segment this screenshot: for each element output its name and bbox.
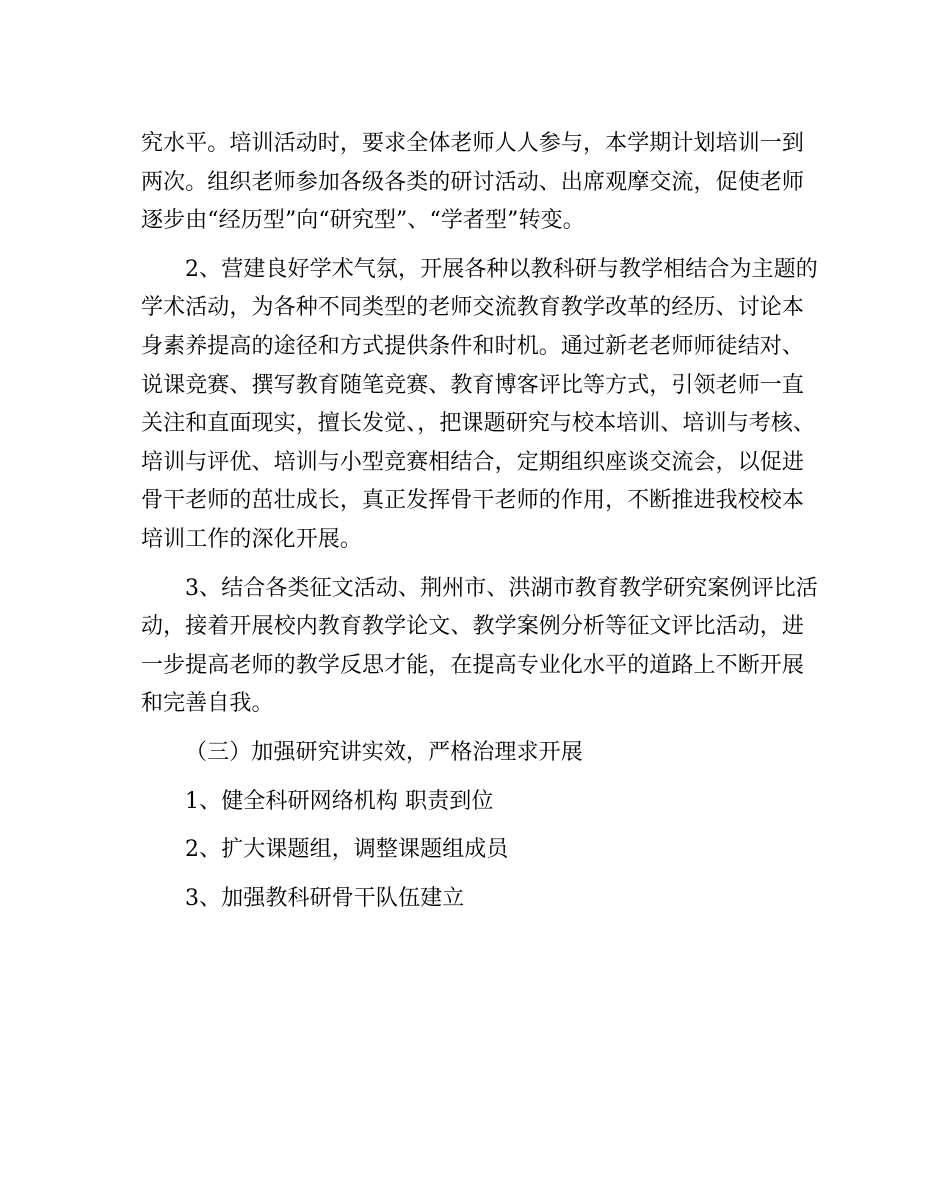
text-line: 学术活动，为各种不同类型的老师交流教育教学改革的经历、讨论本 — [141, 295, 805, 321]
paragraph-item-3 — [141, 570, 818, 724]
list-item-text: 2、扩大课题组，调整课题组成员 — [185, 837, 509, 863]
section-heading — [141, 734, 811, 773]
text-line: 培训工作的深化开展。 — [141, 526, 363, 552]
text-line: 动，接着开展校内教育教学论文、教学案例分析等征文评比活动，进 — [141, 614, 805, 640]
list-item — [141, 880, 811, 919]
text-line: 究水平。培训活动时，要求全体老师人人参与，本学期计划培训一到 — [141, 131, 805, 156]
list-item — [141, 831, 811, 870]
text-line: 逐步由“经历型”向“研究型”、“学者型”转变。 — [141, 208, 585, 234]
text-line: 2、营建良好学术气氛，开展各种以教科研与教学相结合为主题的 — [185, 256, 818, 282]
paragraph-continuation — [141, 125, 811, 241]
text-line: 骨干老师的茁壮成长，真正发挥骨干老师的作用，不断推进我校校本 — [141, 488, 805, 514]
text-line: 身素养提高的途径和方式提供条件和时机。通过新老老师师徒结对、 — [141, 333, 805, 359]
list-item — [141, 783, 811, 822]
document-body — [141, 125, 818, 918]
text-line: 关注和直面现实，擅长发觉、，把课题研究与校本培训、培训与考核、 — [141, 411, 816, 437]
section-heading-text: （三）加强研究讲实效，严格治理求开展 — [185, 739, 583, 765]
text-line: 说课竞赛、撰写教育随笔竞赛、教育博客评比等方式，引领老师一直 — [141, 372, 805, 398]
list-item-text: 3、加强教科研骨干队伍建立 — [185, 885, 465, 911]
list-item-text: 1、健全科研网络机构 职责到位 — [185, 788, 494, 814]
text-line: 两次。组织老师参加各级各类的研讨活动、出席观摩交流，促使老师 — [141, 169, 805, 195]
text-line: 培训与评优、培训与小型竞赛相结合，定期组织座谈交流会，以促进 — [141, 449, 805, 475]
paragraph-item-2 — [141, 251, 818, 560]
text-line: 3、结合各类征文活动、荆州市、洪湖市教育教学研究案例评比活 — [185, 575, 818, 601]
text-line: 一步提高老师的教学反思才能，在提高专业化水平的道路上不断开展 — [141, 652, 805, 678]
text-line: 和完善自我。 — [141, 691, 274, 717]
